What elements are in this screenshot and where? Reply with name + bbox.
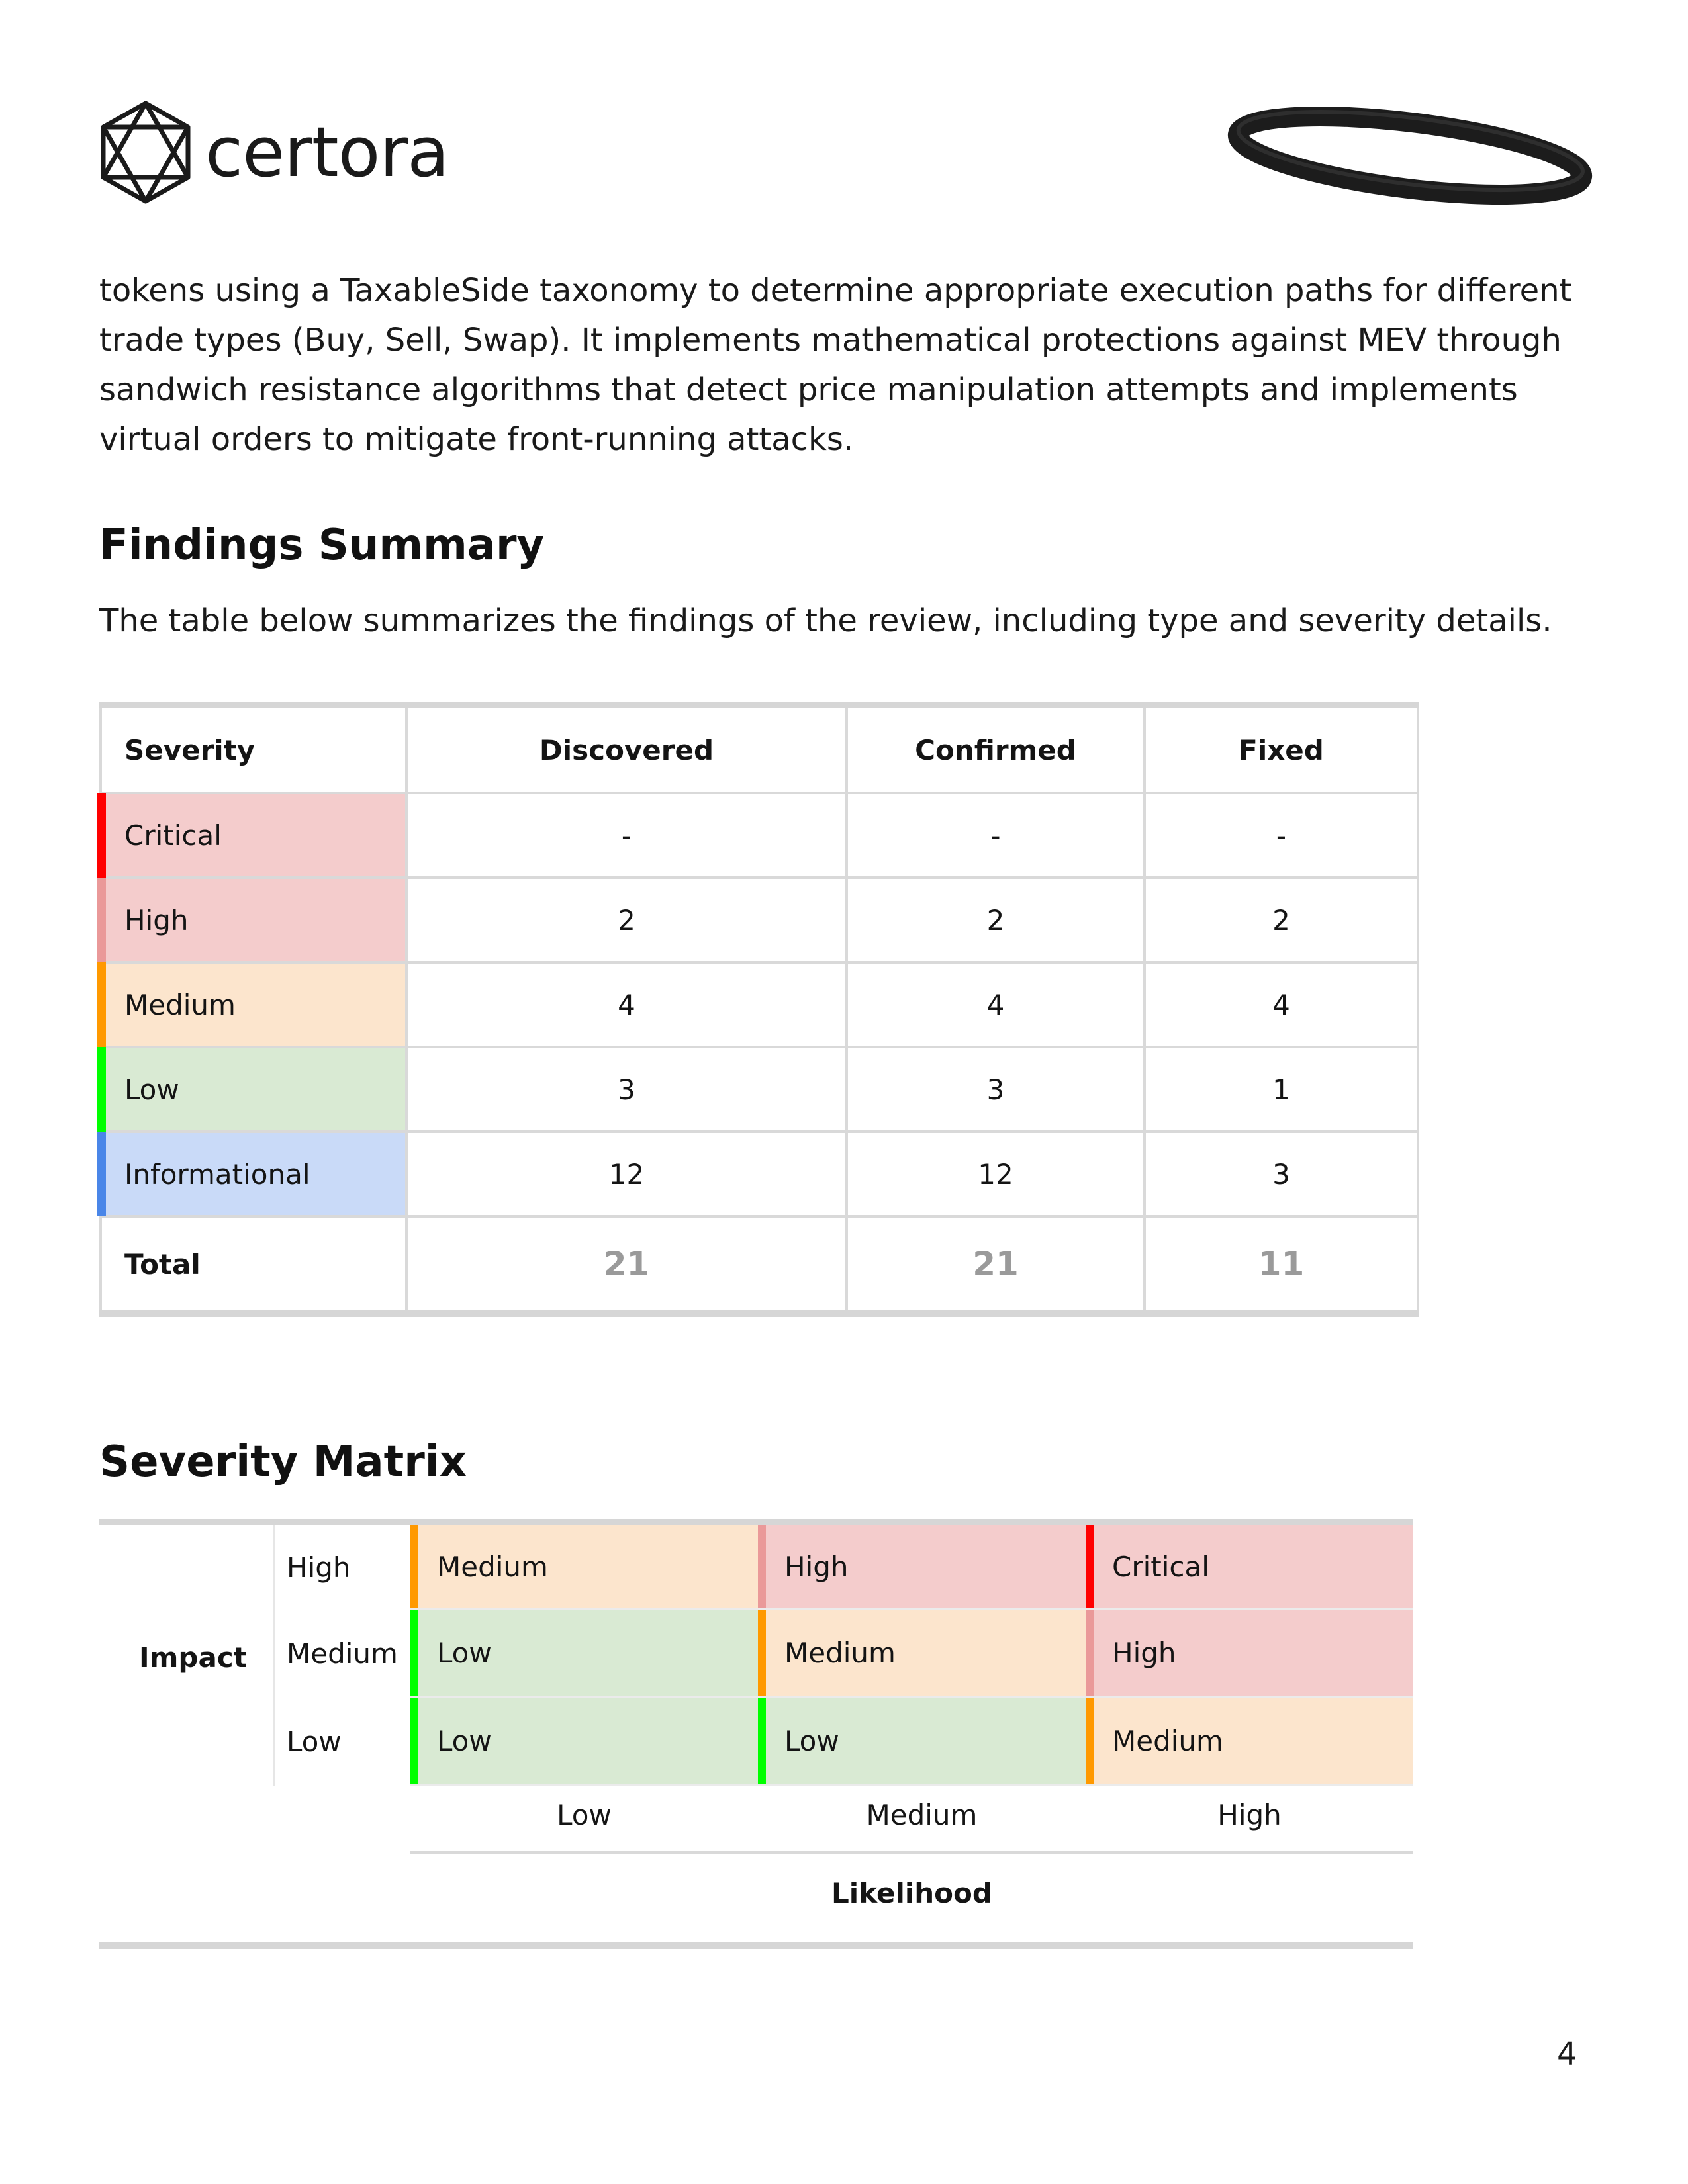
total-fixed: 11	[1145, 1216, 1418, 1314]
matrix-cell-label: Low	[437, 1636, 492, 1669]
severity-row	[101, 1047, 1418, 1132]
likelihood-level-label: High	[1217, 1799, 1282, 1831]
column-header: Confirmed	[847, 705, 1145, 793]
matrix-cell	[758, 1525, 1086, 1610]
matrix-heading: Severity Matrix	[99, 1437, 467, 1486]
likelihood-divider	[410, 1851, 1413, 1854]
severity-accent-bar	[97, 962, 106, 1047]
matrix-cell-label: Low	[784, 1724, 839, 1757]
column-header: Severity	[101, 705, 406, 793]
matrix-top-divider	[99, 1519, 1413, 1525]
matrix-accent-bar	[1086, 1698, 1094, 1784]
confirmed-count: 4	[847, 962, 1145, 1047]
severity-label: Medium	[124, 988, 236, 1021]
impact-level-label: High	[287, 1551, 351, 1584]
column-header: Discovered	[406, 705, 847, 793]
total-row	[101, 1216, 1418, 1314]
severity-cell	[101, 1047, 406, 1132]
matrix-cell	[1086, 1698, 1413, 1786]
matrix-cell-label: Medium	[1112, 1724, 1223, 1757]
matrix-accent-bar	[410, 1698, 418, 1784]
findings-table	[99, 702, 1419, 1317]
matrix-cell-label: High	[1112, 1636, 1176, 1669]
matrix-cell-label: Critical	[1112, 1550, 1209, 1583]
matrix-cell-label: Low	[437, 1724, 492, 1757]
matrix-cell	[758, 1698, 1086, 1786]
matrix-cell	[410, 1698, 758, 1786]
fixed-count: -	[1145, 793, 1418, 878]
severity-cell	[101, 793, 406, 878]
severity-row	[101, 878, 1418, 962]
severity-accent-bar	[97, 793, 106, 878]
matrix-cell-label: High	[784, 1550, 849, 1583]
matrix-accent-bar	[758, 1525, 766, 1608]
discovered-count: 4	[406, 962, 847, 1047]
severity-row	[101, 793, 1418, 878]
confirmed-count: 2	[847, 878, 1145, 962]
column-header: Fixed	[1145, 705, 1418, 793]
matrix-cell	[758, 1610, 1086, 1698]
certora-logo	[99, 99, 449, 205]
matrix-accent-bar	[1086, 1610, 1094, 1696]
impact-axis-label: Impact	[139, 1641, 247, 1674]
total-label: Total	[101, 1216, 406, 1314]
severity-row	[101, 962, 1418, 1047]
severity-accent-bar	[97, 1047, 106, 1132]
total-discovered: 21	[406, 1216, 847, 1314]
likelihood-level-label: Medium	[866, 1799, 978, 1831]
discovered-count: 12	[406, 1132, 847, 1216]
ring-icon	[1225, 99, 1595, 214]
findings-heading: Findings Summary	[99, 521, 545, 570]
total-confirmed: 21	[847, 1216, 1145, 1314]
matrix-accent-bar	[410, 1610, 418, 1696]
likelihood-axis-label: Likelihood	[831, 1877, 992, 1909]
matrix-accent-bar	[410, 1525, 418, 1608]
fixed-count: 2	[1145, 878, 1418, 962]
logo-wordmark: certora	[205, 112, 449, 193]
confirmed-count: 12	[847, 1132, 1145, 1216]
impact-divider	[273, 1525, 275, 1786]
matrix-cell	[410, 1525, 758, 1610]
matrix-bottom-divider	[99, 1942, 1413, 1949]
discovered-count: 2	[406, 878, 847, 962]
fixed-count: 3	[1145, 1132, 1418, 1216]
discovered-count: -	[406, 793, 847, 878]
severity-label: Low	[124, 1073, 179, 1106]
severity-label: High	[124, 903, 189, 936]
matrix-accent-bar	[758, 1698, 766, 1784]
findings-header-row	[101, 705, 1418, 793]
severity-label: Informational	[124, 1158, 310, 1191]
impact-level-label: Medium	[287, 1637, 398, 1670]
impact-level-label: Low	[287, 1725, 342, 1758]
confirmed-count: 3	[847, 1047, 1145, 1132]
severity-label: Critical	[124, 819, 222, 852]
severity-matrix	[99, 1519, 1413, 1949]
matrix-cell	[1086, 1525, 1413, 1610]
matrix-cell-label: Medium	[437, 1550, 548, 1583]
severity-row	[101, 1132, 1418, 1216]
likelihood-level-label: Low	[557, 1799, 612, 1831]
severity-accent-bar	[97, 1132, 106, 1216]
certora-hexagon-icon	[99, 99, 192, 205]
matrix-accent-bar	[1086, 1525, 1094, 1608]
matrix-accent-bar	[758, 1610, 766, 1696]
discovered-count: 3	[406, 1047, 847, 1132]
intro-paragraph: tokens using a TaxableSide taxonomy to determine appropriate execution paths for different trade types (Buy, Sell, Swap). It implements mathematical protections against MEV through sandwich resistance algorithms that detect price manipulation attempts and implements virtual orders to mitigate front-running attacks.	[99, 272, 1572, 458]
matrix-cell	[410, 1610, 758, 1698]
matrix-cell	[1086, 1610, 1413, 1698]
severity-cell	[101, 962, 406, 1047]
fixed-count: 4	[1145, 962, 1418, 1047]
matrix-cell-label: Medium	[784, 1636, 896, 1669]
fixed-count: 1	[1145, 1047, 1418, 1132]
page-number: 4	[1557, 2036, 1577, 2073]
findings-description: The table below summarizes the findings of the review, including type and severity details.	[99, 602, 1552, 639]
severity-cell	[101, 1132, 406, 1216]
confirmed-count: -	[847, 793, 1145, 878]
severity-accent-bar	[97, 878, 106, 962]
severity-cell	[101, 878, 406, 962]
